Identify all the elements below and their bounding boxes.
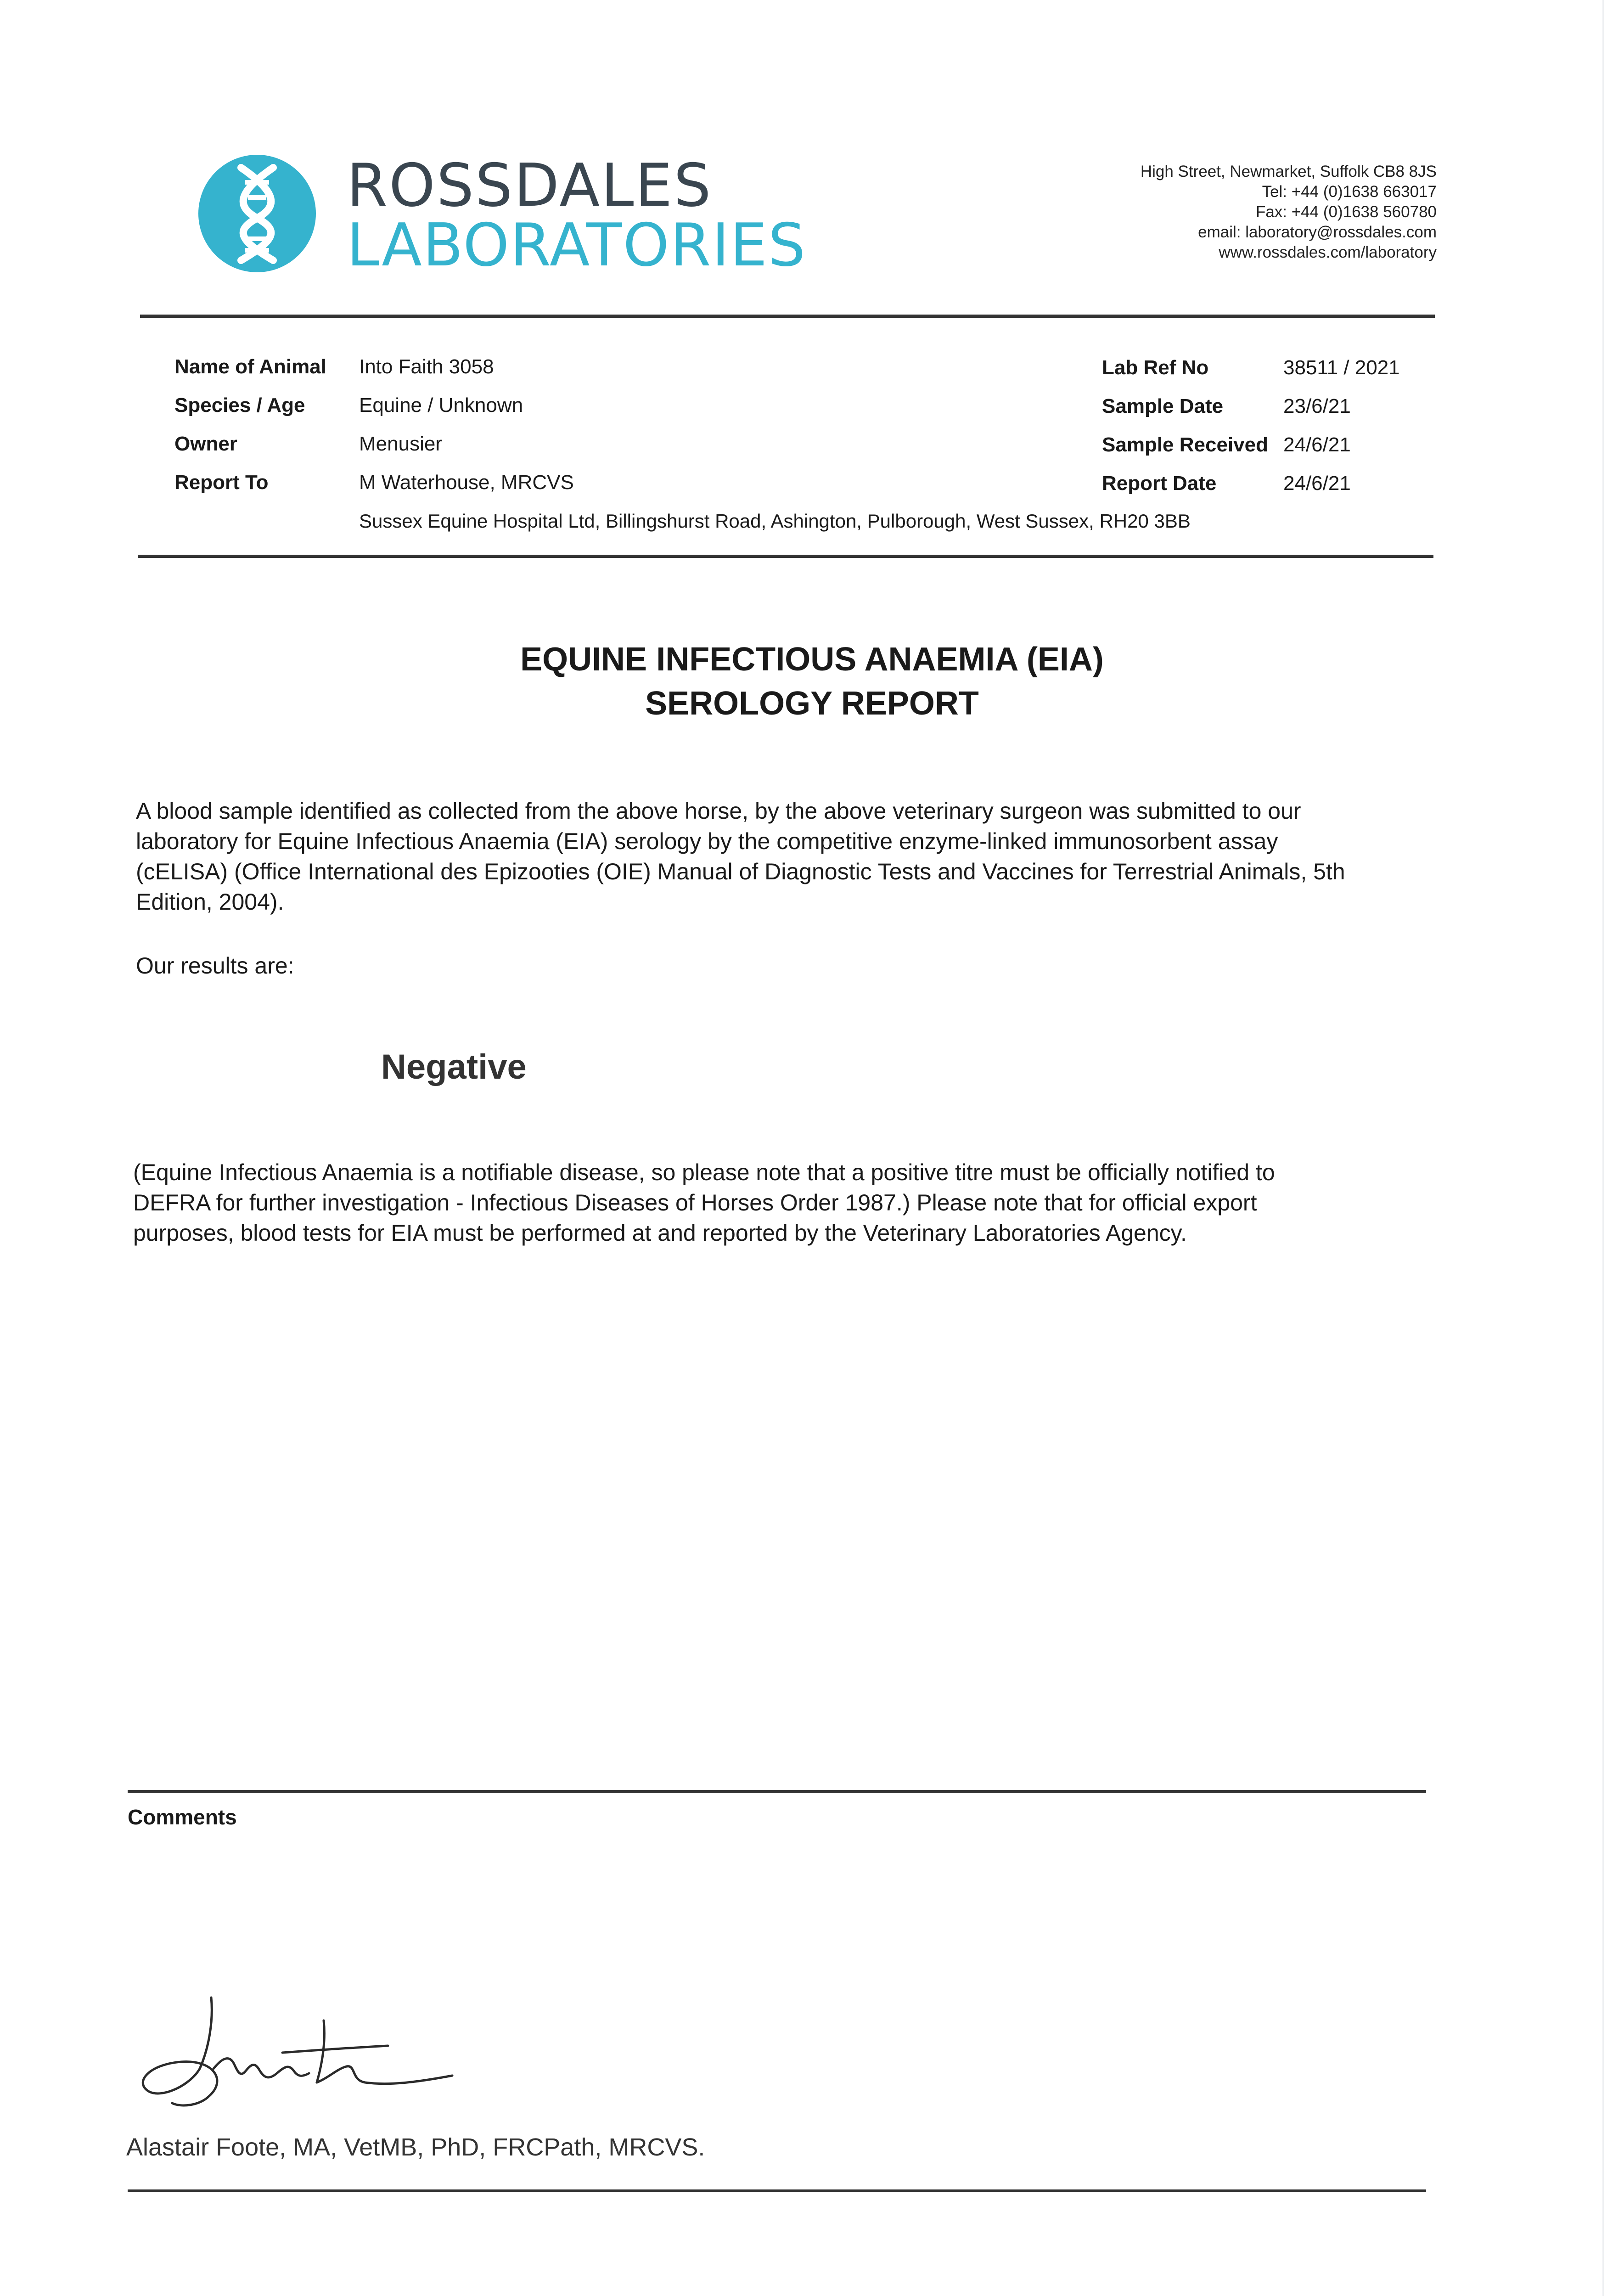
notice-paragraph (133, 1157, 1419, 1248)
species-age-value: Equine / Unknown (359, 394, 523, 416)
comments-label: Comments (128, 1805, 237, 1829)
notice-line: purposes, blood tests for EIA must be performed at and reported by the Veterinary Laboratories Agency. (133, 1220, 1187, 1246)
report-title (0, 637, 1624, 726)
details-divider (138, 555, 1433, 558)
result-value: Negative (381, 1047, 527, 1086)
brand-name: ROSSDALES (347, 152, 713, 220)
name-of-animal-value: Into Faith 3058 (359, 355, 494, 378)
lab-ref-label: Lab Ref No (1102, 356, 1209, 379)
signatory-name: Alastair Foote, MA, VetMB, PhD, FRCPath, MRCVS. (126, 2133, 705, 2161)
lab-ref-value: 38511 / 2021 (1283, 356, 1400, 379)
contact-block (1141, 162, 1437, 263)
owner-value: Menusier (359, 433, 442, 455)
notice-line: DEFRA for further investigation - Infectious Diseases of Horses Order 1987.) Please note that for official export (133, 1190, 1257, 1216)
brand-subtitle: LABORATORIES (347, 211, 807, 280)
name-of-animal-label: Name of Animal (174, 355, 326, 378)
sample-date-value: 23/6/21 (1283, 395, 1351, 417)
sample-received-value: 24/6/21 (1283, 433, 1351, 456)
contact-address: High Street, Newmarket, Suffolk CB8 8JS (1140, 163, 1437, 180)
species-age-label: Species / Age (174, 394, 305, 416)
header-divider (140, 315, 1435, 318)
report-to-label: Report To (174, 471, 269, 494)
comments-divider (128, 1790, 1426, 1793)
intro-line: laboratory for Equine Infectious Anaemia (EIA) serology by the competitive enzyme-linked immunosorbent assay (136, 828, 1278, 854)
footer-divider (128, 2189, 1426, 2192)
contact-fax: Fax: +44 (0)1638 560780 (1255, 203, 1437, 221)
report-date-label: Report Date (1102, 472, 1217, 495)
contact-email[interactable]: email: laboratory@rossdales.com (1198, 223, 1437, 241)
intro-line: (cELISA) (Office International des Epizooties (OIE) Manual of Diagnostic Tests and Vaccines for Terrestrial Animals, 5th (136, 859, 1345, 884)
results-intro: Our results are: (136, 953, 294, 979)
intro-line: A blood sample identified as collected from the above horse, by the above veterinary surgeon was submitted to our (136, 798, 1301, 824)
intro-line: Edition, 2004). (136, 889, 284, 915)
owner-label: Owner (174, 433, 237, 455)
report-title-line2: SEROLOGY REPORT (645, 685, 979, 722)
sample-date-label: Sample Date (1102, 395, 1224, 417)
report-date-value: 24/6/21 (1283, 472, 1351, 495)
report-to-value: M Waterhouse, MRCVS (359, 471, 574, 494)
page-edge (1602, 0, 1604, 2296)
notice-line: (Equine Infectious Anaemia is a notifiable disease, so please note that a positive titre must be officially notified to (133, 1159, 1275, 1185)
report-to-address: Sussex Equine Hospital Ltd, Billingshurst Road, Ashington, Pulborough, West Sussex, RH20 3BB (359, 510, 1191, 532)
contact-tel: Tel: +44 (0)1638 663017 (1262, 183, 1437, 201)
contact-website[interactable]: www.rossdales.com/laboratory (1219, 243, 1437, 261)
dna-helix-icon (197, 154, 317, 273)
intro-paragraph (136, 796, 1422, 917)
report-title-line1: EQUINE INFECTIOUS ANAEMIA (EIA) (520, 641, 1104, 678)
sample-received-label: Sample Received (1102, 433, 1268, 456)
handwritten-signature (131, 1988, 471, 2122)
